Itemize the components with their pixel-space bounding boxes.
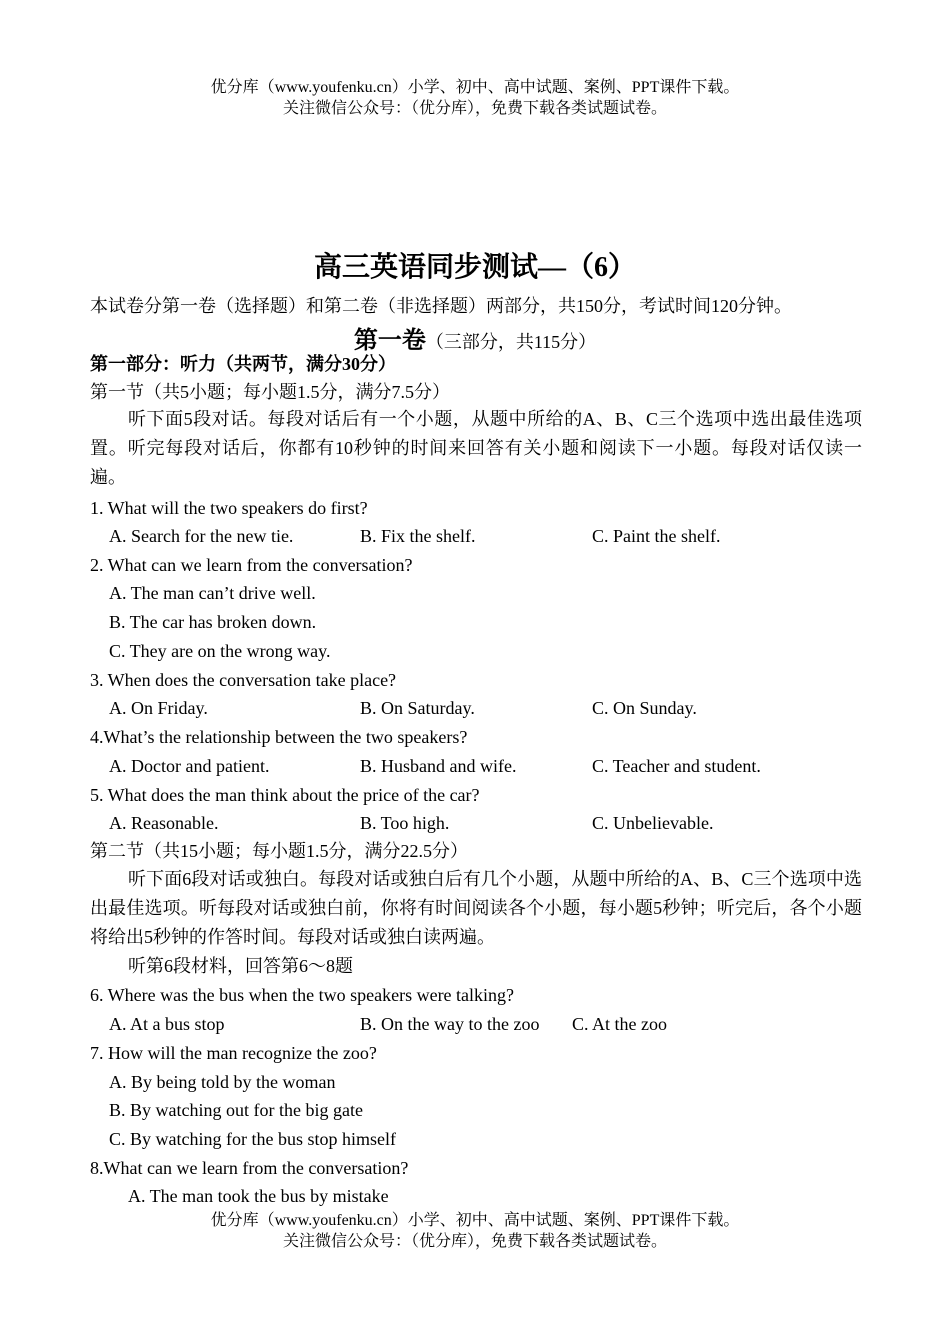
q8-option-a: A. The man took the bus by mistake <box>128 1186 389 1206</box>
q1-option-a: A. Search for the new tie. <box>109 526 294 546</box>
volume-1-heading <box>0 320 950 355</box>
volume-1-title: 第一卷 <box>353 328 426 354</box>
material-6-instruction: 听第6段材料，回答第6～8题 <box>128 956 353 976</box>
volume-1-subtitle: （三部分，共115分） <box>425 332 597 352</box>
q6-option-a: A. At a bus stop <box>109 1014 225 1034</box>
q3-option-c: C. On Sunday. <box>592 698 697 718</box>
q4-option-a: A. Doctor and patient. <box>109 756 270 776</box>
question-1: 1. What will the two speakers do first? <box>90 498 368 518</box>
section-1-heading: 第一节（共5小题；每小题1.5分，满分7.5分） <box>90 382 450 402</box>
q4-option-c: C. Teacher and student. <box>592 756 761 776</box>
header-line-1: 优分库（www.youfenku.cn）小学、初中、高中试题、案例、PPT课件下载。 <box>210 79 740 96</box>
q1-option-b: B. Fix the shelf. <box>360 526 476 546</box>
page-title: 高三英语同步测试—（6） <box>313 252 636 283</box>
q2-option-b: B. The car has broken down. <box>109 612 317 632</box>
question-8: 8.What can we learn from the conversation? <box>90 1158 409 1178</box>
q6-option-c: C. At the zoo <box>572 1014 667 1034</box>
q5-option-a: A. Reasonable. <box>109 813 219 833</box>
q5-option-c: C. Unbelievable. <box>592 813 714 833</box>
q2-option-c: C. They are on the wrong way. <box>109 641 331 661</box>
footer-line-1: 优分库（www.youfenku.cn）小学、初中、高中试题、案例、PPT课件下载。 <box>210 1212 740 1229</box>
q3-option-a: A. On Friday. <box>109 698 208 718</box>
section-2-instructions: 听下面6段对话或独白。每段对话或独白后有几个小题，从题中所给的A、B、C三个选项中选出最佳选项。听每段对话或独白前，你将有时间阅读各个小题，每小题5秒钟；听完后，各个小题将给出5秒钟的作答时间。每段对话或独白读两遍。 <box>90 869 862 947</box>
part-1-heading: 第一部分：听力（共两节，满分30分） <box>90 354 396 374</box>
q5-option-b: B. Too high. <box>360 813 450 833</box>
question-2: 2. What can we learn from the conversation? <box>90 555 413 575</box>
q7-option-c: C. By watching for the bus stop himself <box>109 1129 396 1149</box>
footer-line-2: 关注微信公众号：（优分库），免费下载各类试题试卷。 <box>282 1233 667 1250</box>
q7-option-a: A. By being told by the woman <box>109 1072 336 1092</box>
q6-option-b: B. On the way to the zoo <box>360 1014 540 1034</box>
header-line-2: 关注微信公众号：（优分库），免费下载各类试题试卷。 <box>282 100 667 117</box>
paper-intro: 本试卷分第一卷（选择题）和第二卷（非选择题）两部分，共150分，考试时间120分钟。 <box>90 296 792 316</box>
question-5: 5. What does the man think about the price of the car? <box>90 785 480 805</box>
question-7: 7. How will the man recognize the zoo? <box>90 1043 377 1063</box>
q3-option-b: B. On Saturday. <box>360 698 475 718</box>
section-2-heading: 第二节（共15小题；每小题1.5分，满分22.5分） <box>90 841 468 861</box>
question-3: 3. When does the conversation take place? <box>90 670 397 690</box>
question-4: 4.What’s the relationship between the two speakers? <box>90 727 468 747</box>
question-6: 6. Where was the bus when the two speakers were talking? <box>90 985 515 1005</box>
q4-option-b: B. Husband and wife. <box>360 756 517 776</box>
section-1-instructions: 听下面5段对话。每段对话后有一个小题，从题中所给的A、B、C三个选项中选出最佳选项置。听完每段对话后，你都有10秒钟的时间来回答有关小题和阅读下一小题。每段对话仅读一遍。 <box>90 409 862 487</box>
q2-option-a: A. The man can’t drive well. <box>109 583 316 603</box>
q1-option-c: C. Paint the shelf. <box>592 526 721 546</box>
q7-option-b: B. By watching out for the big gate <box>109 1100 363 1120</box>
